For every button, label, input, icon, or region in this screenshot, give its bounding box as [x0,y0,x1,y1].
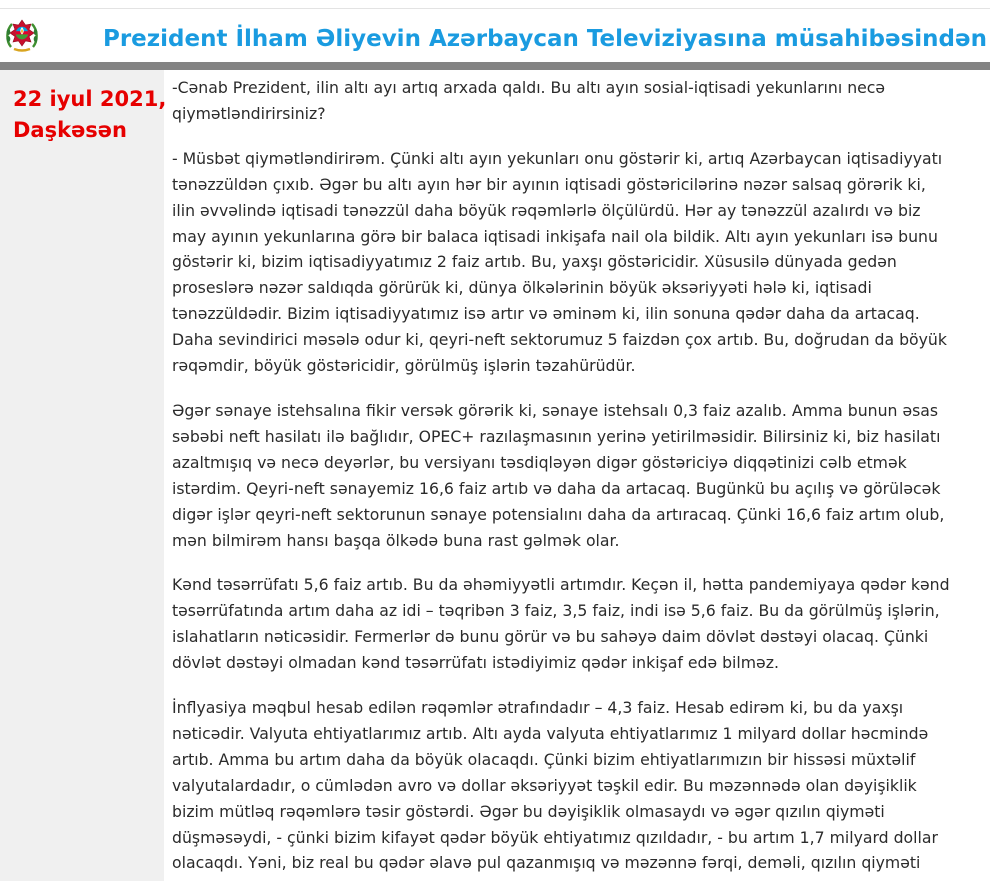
page-title: Prezident İlham Əliyevin Azərbaycan Televiziyasına müsahibəsindən [102,26,987,52]
article-body [172,75,952,895]
answer-paragraph: Əgər sənaye istehsalına fikir versək görərik ki, sənaye istehsalı 0,3 faiz azalıb. Amma bunun əsas səbəbi neft hasilatı ilə bağlıdır, OPEC+ razılaşmasının yerinə yetirilməsidir. Bilirsiniz ki, biz hasilatı azaltmışıq və necə deyərlər, bu versiyanı təsdiqləyən digər göstəriciyə diqqətinizi cəlb etmək istərdim. Qeyri-neft sənayemiz 16,6 faiz artıb və daha da artacaq. Bugünkü bu açılış və görüləcək digər işlər qeyri-neft sektorunun sənaye potensialını daha da artıracaq. Çünki 16,6 faiz artım olub, mən bilmirəm hansı başqa ölkədə buna rast gəlmək olar. [172,400,945,550]
answer-paragraph: İnflyasiya məqbul hesab edilən rəqəmlər ətrafındadır – 4,3 faiz. Hesab edirəm ki, bu da yaxşı nəticədir. Valyuta ehtiyatlarımız artıb. Altı ayda valyuta ehtiyatlarımız 1 milyard dollar həcmində artıb. Amma bu artım daha da böyük olacaqdı. Çünki bizim ehtiyatlarımızın bir hissəsi müxtəlif valyutalardadır, o cümlədən avro və dollar əksəriyyət təşkil edir. Bu məzənnədə olan dəyişiklik bizim mütləq rəqəmlərə təsir göstərdi. Əgər bu dəyişiklik olmasaydı və əgər qızılın qiyməti düşməsəydi, - çünki bizim kifayət qədər böyük ehtiyatımız qızıldadır, - bu artım 1,7 milyard dollar olacaqdı. Yəni, biz real bu qədər əlavə pul qazanmışıq və məzənnə fərqi, deməli, qızılın qiyməti [172,698,938,873]
date-location-label [13,84,166,146]
answer-paragraph: - Müsbət qiymətləndirirəm. Çünki altı ayın yekunları onu göstərir ki, artıq Azərbaycan iqtisadiyyatı tənəzzüldən çıxıb. Əgər bu altı ayın hər bir ayının iqtisadi göstəricilərinə nəzər salsaq görərik ki, ilin əvvəlində iqtisadi tənəzzül daha böyük rəqəmlərlə ölçülürdü. Hər ay tənəzzül azalırdı və biz may ayının yekunlarına görə bir balaca iqtisadi inkişafa nail ola bildik. Altı ayın yekunları isə bunu göstərir ki, bizim iqtisadiyyatımız 2 faiz artıb. Bu, yaxşı göstəricidir. Xüsusilə dünyada gedən proseslərə nəzər saldıqda görürük ki, dünya ölkələrinin böyük əksəriyyəti hələ ki, iqtisadi tənəzzüldədir. Bizim iqtisadiyyatımız isə artır və əminəm ki, ilin sonuna qədər daha da artacaq. Daha sevindirici məsələ odur ki, qeyri-neft sektorumuz 5 faizdən çox artıb. Bu, doğrudan da böyük rəqəmdir, böyük göstəricidir, görülmüş işlərin təzahürüdür. [172,148,947,376]
header-divider-bar [0,62,990,70]
date-text: 22 iyul 2021, [13,87,167,111]
question-paragraph: -Cənab Prezident, ilin altı ayı artıq arxada qaldı. Bu altı ayın sosial-iqtisadi yekunlarını necə qiymətləndirirsiniz? [172,78,886,123]
header-top-divider [0,8,990,9]
answer-paragraph: Kənd təsərrüfatı 5,6 faiz artıb. Bu da əhəmiyyətli artımdır. Keçən il, hətta pandemiyaya qədər kənd təsərrüfatında artım daha az idi – təqribən 3 faiz, 3,5 faiz, indi isə 5,6 faiz. Bu da görülmüş işlərin, islahatların nəticəsidir. Fermerlər də bunu görür və bu sahəyə daim dövlət dəstəyi olacaq. Çünki dövlət dəstəyi olmadan kənd təsərrüfatı istədiyimiz qədər inkişaf edə bilməz. [172,575,950,673]
left-sidebar [0,70,167,881]
page-header [0,0,990,62]
location-text: Daşkəsən [13,118,128,142]
